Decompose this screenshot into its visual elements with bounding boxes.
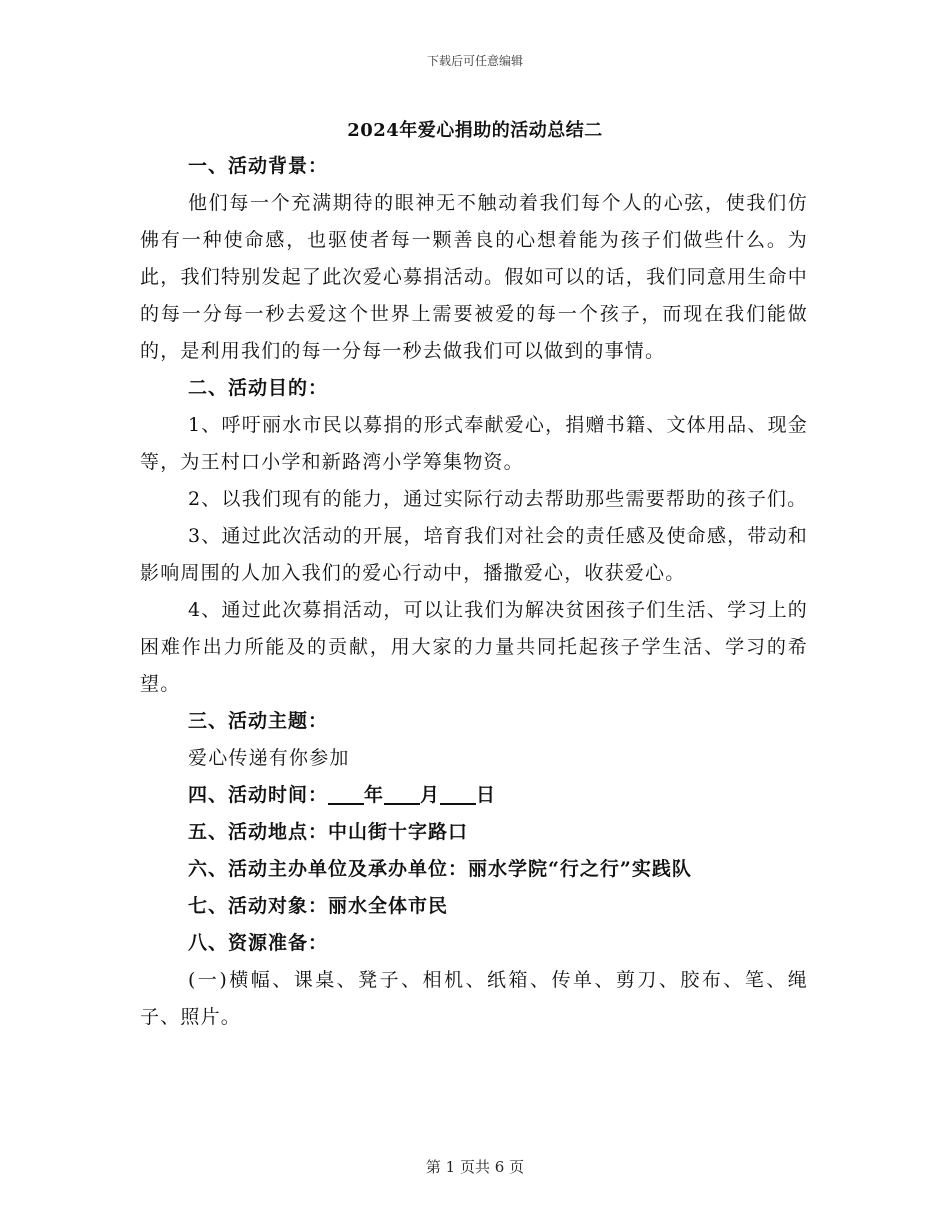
activity-organizer: 六、活动主办单位及承办单位：丽水学院“行之行”实践队	[188, 858, 692, 880]
document-body	[140, 148, 808, 1036]
day-label: 日	[476, 784, 497, 806]
activity-time-line	[140, 777, 808, 814]
purpose-item-2: 2、以我们现有的能力，通过实际行动去帮助那些需要帮助的孩子们。	[188, 488, 808, 510]
section-heading-background: 一、活动背景：	[188, 155, 329, 177]
activity-audience: 七、活动对象：丽水全体市民	[188, 895, 449, 917]
purpose-item-3: 3、通过此次活动的开展，培育我们对社会的责任感及使命感，带动和影响周围的人加入我们的爱心行动中，播撒爱心，收获爱心。	[140, 525, 808, 584]
background-paragraph: 他们每一个充满期待的眼神无不触动着我们每个人的心弦，使我们仿佛有一种使命感，也驱使者每一颗善良的心想着能为孩子们做些什么。为此，我们特别发起了此次爱心募捐活动。假如可以的话，我们同意用生命中的每一分每一秒去爱这个世界上需要被爱的每一个孩子，而现在我们能做的，是利用我们的每一分每一秒去做我们可以做到的事情。	[140, 192, 808, 362]
year-blank	[328, 777, 364, 805]
section-heading-theme: 三、活动主题：	[188, 710, 329, 732]
month-label: 月	[420, 784, 441, 806]
header-note: 下载后可任意编辑	[426, 54, 523, 68]
section-heading-resources: 八、资源准备：	[188, 932, 329, 954]
purpose-item-1: 1、呼吁丽水市民以募捐的形式奉献爱心，捐赠书籍、文体用品、现金等，为王村口小学和新路湾小学筹集物资。	[140, 414, 808, 473]
document-title: 2024年爱心捐助的活动总结二	[347, 120, 603, 141]
theme-text: 爱心传递有你参加	[188, 747, 350, 769]
resources-item-1: (一)横幅、课桌、凳子、相机、纸箱、传单、剪刀、胶布、笔、绳子、照片。	[140, 969, 808, 1028]
day-blank	[440, 777, 476, 805]
page-footer: 第 1 页共 6 页	[425, 1158, 525, 1176]
section-heading-purpose: 二、活动目的：	[188, 377, 329, 399]
month-blank	[384, 777, 420, 805]
year-label: 年	[364, 784, 385, 806]
purpose-item-4: 4、通过此次募捐活动，可以让我们为解决贫困孩子们生活、学习上的困难作出力所能及的贡献，用大家的力量共同托起孩子学生活、学习的希望。	[140, 599, 808, 695]
activity-location: 五、活动地点：中山街十字路口	[188, 821, 469, 843]
activity-time-label: 四、活动时间：	[188, 784, 329, 806]
